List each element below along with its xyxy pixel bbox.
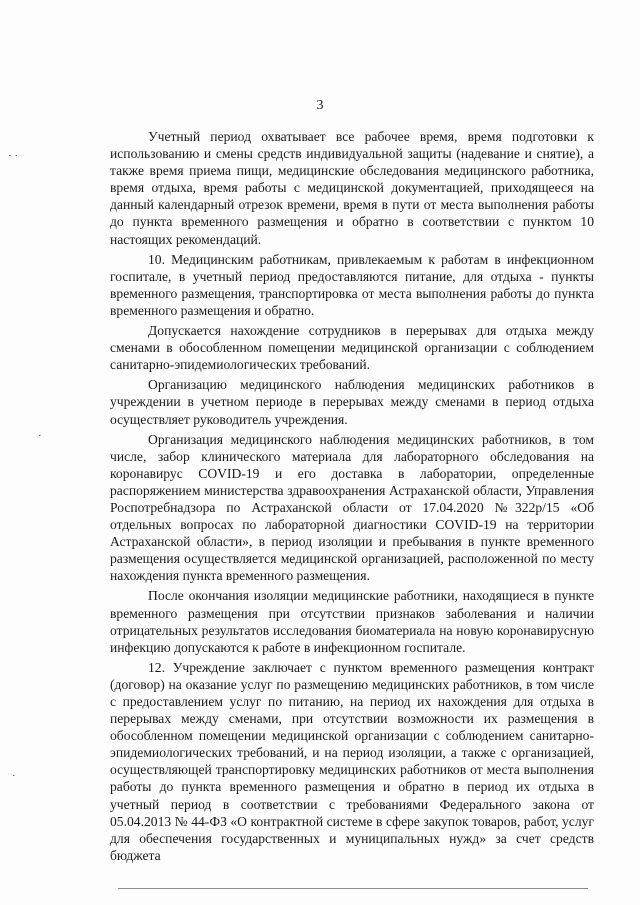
paragraph-medical-observation-head: Организацию медицинского наблюдения медицинских работников в учреждении в учетном периоде в перерывах между сменами в период отдыха осуществляет руководитель учреждения. bbox=[110, 377, 594, 427]
page-bottom-rule bbox=[118, 888, 588, 889]
paragraph-item-10: 10. Медицинским работникам, привлекаемым к работам в инфекционном госпитале, в учетный период предоставляются питание, для отдыха - пункты временного размещения, транспортировка от места выполнения работы до пункта временного размещения и обратно. bbox=[110, 251, 594, 318]
paragraph-medical-observation-covid: Организация медицинского наблюдения медицинских работников, в том числе, забор клинического материала для лабораторного обследования на коронавирус COVID-19 и его доставка в лаборатории, определенные распоряжением министерства здравоохранения Астраханской области, Управления Роспотребнадзора по Астраханской области от 17.04.2020 №322р/15 «Об отдельных вопросах по лабораторной диагностики COVID-19 на территории Астраханской области», в период изоляции и пребывания в пункте временного размещения осуществляется медицинской организацией, расположенной по месту нахождения пункта временного размещения. bbox=[110, 431, 594, 584]
scan-dot-mark: · · bbox=[8, 150, 19, 162]
paragraph-rest-between-shifts: Допускается нахождение сотрудников в перерывах для отдыха между сменами в обособленном помещении медицинской организации с соблюдением санитарно-эпидемиологических требований. bbox=[110, 323, 594, 373]
page-number: 3 bbox=[316, 98, 324, 113]
paragraph-after-isolation: После окончания изоляции медицинские работники, находящиеся в пункте временного размещения при отсутствии признаков заболевания и наличии отрицательных результатов исследования биоматериала на новую коронавирусную инфекцию допускаются к работе в инфекционном госпитале. bbox=[110, 588, 594, 655]
paragraph-item-12: 12. Учреждение заключает с пунктом временного размещения контракт (договор) на оказание услуг по размещению медицинских работников, в том числе с предоставлением услуг по питанию, на период их нахождения для отдыха в перерывах между сменами, при отсутствии возможности их размещения в обособленном помещении медицинской организации с соблюдением санитарно-эпидемиологических требований, и на период изоляции, а также с организацией, осуществляющей транспортировку медицинских работников от места выполнения работы до пункта временного размещения и обратно в период их отдыха в учетный период в соответствии с требованиями Федерального закона от 05.04.2013 № 44-ФЗ «О контрактной системе в сфере закупок товаров, работ, услуг для обеспечения государственных и муниципальных нужд» за счет средств бюджета bbox=[110, 659, 594, 863]
scan-dot-mark: · bbox=[12, 770, 16, 782]
document-body bbox=[110, 128, 594, 864]
scan-dot-mark: · bbox=[38, 430, 42, 442]
paragraph-accounting-period: Учетный период охватывает все рабочее время, время подготовки к использованию и смены средств индивидуальной защиты (надевание и снятие), а также время приема пищи, медицинские обследования медицинского работника, время отдыха, время работы с медицинской документацией, приходящееся на данный календарный отрезок времени, время в пути от места выполнения работы до пункта временного размещения и обратно в соответствии с пунктом 10 настоящих рекомендаций. bbox=[110, 129, 594, 247]
